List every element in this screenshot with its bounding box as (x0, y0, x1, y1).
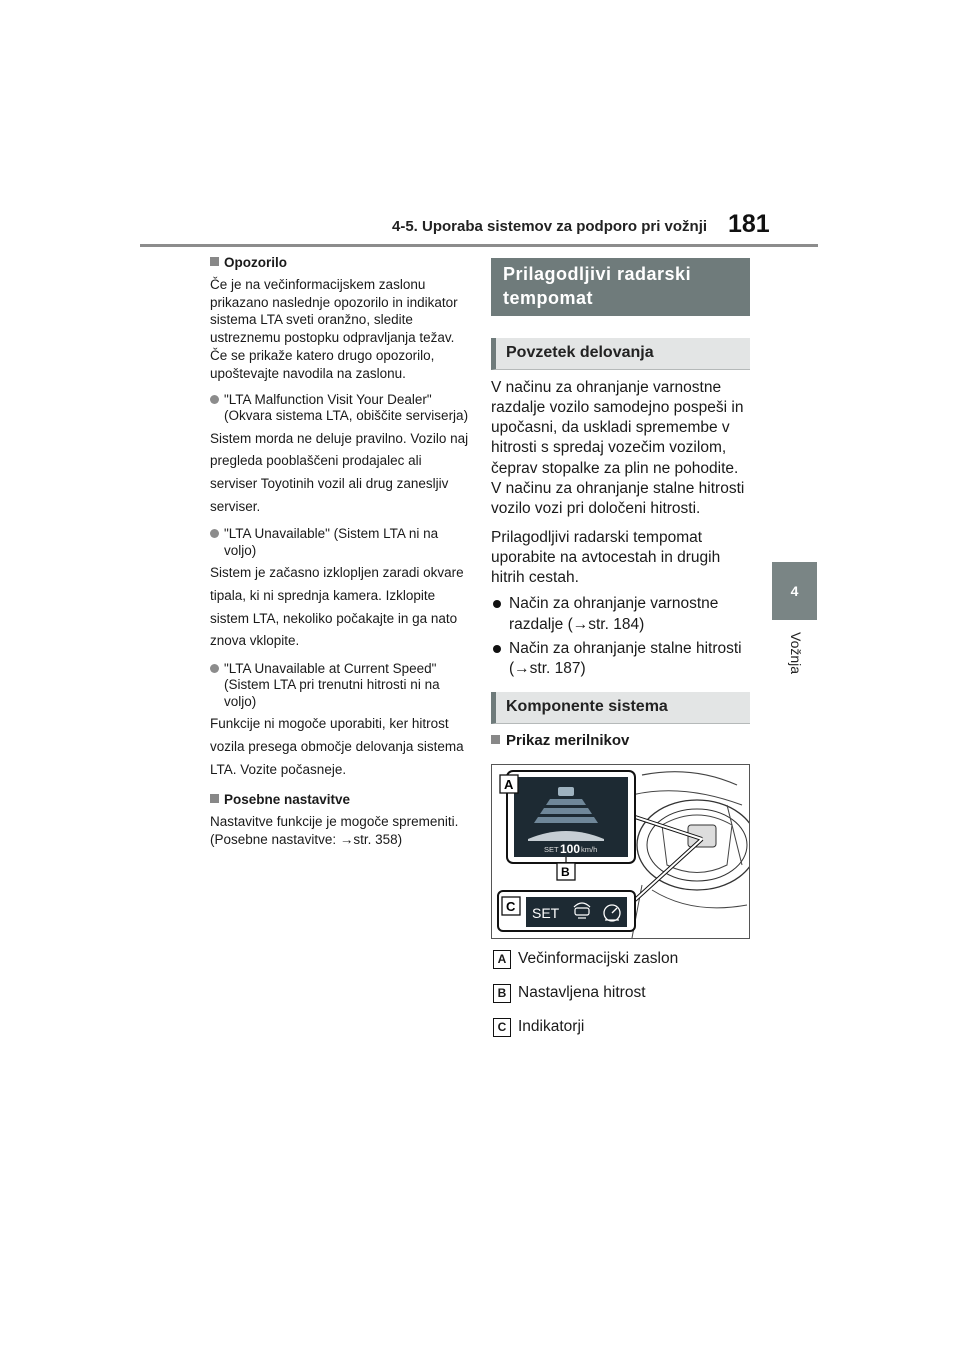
warning-item-3: "LTA Unavailable at Current Speed" (Sistem LTA pri trenutni hitrosti ni na voljo) (210, 661, 472, 710)
circle-bullet-icon (210, 529, 219, 538)
square-bullet-icon (491, 735, 500, 744)
warning-heading: Opozorilo (210, 254, 472, 272)
figure-label-a: A (504, 777, 514, 792)
square-bullet-icon (210, 257, 219, 266)
legend-letter: A (493, 950, 511, 969)
warning-item-2: "LTA Unavailable" (Sistem LTA ni na voljo) (210, 526, 472, 559)
square-bullet-icon (210, 794, 219, 803)
legend-letter: C (493, 1018, 511, 1037)
dashboard-illustration (492, 765, 749, 938)
speed-unit: km/h (581, 845, 598, 854)
chapter-label: Vožnja (788, 632, 804, 675)
bullet-dot-icon (493, 645, 501, 653)
legend-letter: B (493, 984, 511, 1003)
warning-item-1-text: Sistem morda ne deluje pravilno. Vozilo naj pregleda pooblaščeni prodajalec ali serviser Toyotinih vozil ali drug zanesljiv serviser. (210, 430, 469, 514)
gauges-heading: Prikaz merilnikov (491, 732, 629, 749)
main-heading: Prilagodljivi radarski tempomat (491, 258, 750, 316)
legend-item-b: B Nastavljena hitrost (493, 982, 678, 1004)
header-rule (140, 244, 818, 247)
custom-settings-link[interactable]: (Posebne nastavitve: →str. 358) (210, 831, 403, 847)
set-small-label: SET (544, 845, 559, 854)
custom-settings-heading: Posebne nastavitve (210, 791, 472, 809)
legend-item-c: C Indikatorji (493, 1016, 678, 1038)
set-indicator-label: SET (532, 905, 560, 921)
circle-bullet-icon (210, 664, 219, 673)
left-column (210, 254, 472, 849)
warning-item-3-text: Funkcije ni mogoče uporabiti, ker hitrost vozila presega območje delovanja sistema LTA. Vozite počasneje. (210, 716, 464, 777)
legend-item-a: A Večinformacijski zaslon (493, 948, 678, 970)
speed-value: 100 (560, 842, 581, 856)
components-heading: Komponente sistema (491, 692, 750, 724)
circle-bullet-icon (210, 395, 219, 404)
section-title: 4-5. Uporaba sistemov za podporo pri vožnji (392, 218, 708, 235)
summary-paragraph-2: Prilagodljivi radarski tempomat uporabite na avtocestah in drugih hitrih cestah. (491, 528, 721, 587)
page-number: 181 (728, 210, 770, 238)
mode-bullet-2[interactable]: Način za ohranjanje stalne hitrosti (→str. 187) (491, 639, 750, 679)
custom-settings-text: Nastavitve funkcije je mogoče spremeniti. (210, 814, 459, 830)
warning-text: Če je na večinformacijskem zaslonu prikazano naslednje opozorilo in indikator sistema LTA sveti oranžno, sledite ustreznemu postopku odpravljanja težav. Če se prikaže katero drugo opozorilo, upoštevajte navodila na zaslonu. (210, 276, 458, 381)
figure-label-b: B (561, 865, 570, 879)
figure-label-c: C (506, 899, 516, 914)
right-column (491, 258, 750, 683)
mode-bullet-1[interactable]: Način za ohranjanje varnostne razdalje (→str. 184) (491, 594, 750, 634)
legend-list (493, 948, 678, 1038)
summary-heading: Povzetek delovanja (491, 338, 750, 370)
components-block (491, 692, 750, 724)
warning-item-2-text: Sistem je začasno izklopljen zaradi okvare tipala, ki ni sprednja kamera. Izklopite sistem LTA, nekoliko počakajte in ga nato znova vklopite. (210, 565, 464, 649)
summary-paragraph-1: V načinu za ohranjanje varnostne razdalje vozilo samodejno pospeši in upočasni, da uskladi spremembe v hitrosti s spredaj vozečim vozilom, čeprav stopalke za plin ne pohodite. V načinu za ohranjanje stalne hitrosti vozilo vozi pri določeni hitrosti. (491, 379, 745, 517)
chapter-tab: 4 (772, 562, 817, 620)
warning-item-1: "LTA Malfunction Visit Your Dealer" (Okvara sistema LTA, obiščite serviserja) (210, 392, 472, 425)
bullet-dot-icon (493, 600, 501, 608)
dashboard-figure (491, 764, 750, 939)
